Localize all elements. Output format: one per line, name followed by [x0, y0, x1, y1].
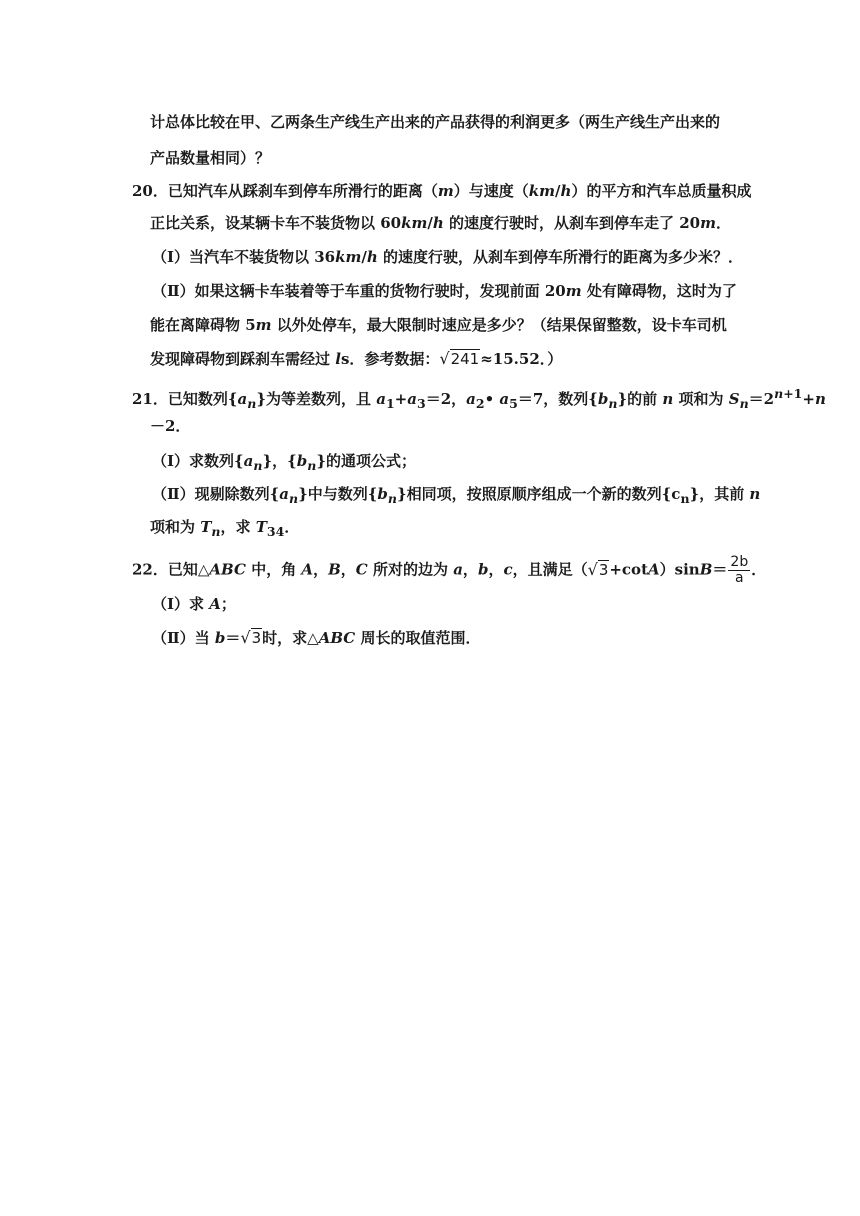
subquestion-21-1: （Ⅰ）求数列$\{a_n\}$，$\{b_n\}$的通项公式；: [152, 452, 417, 473]
subquestion-22-1: （Ⅰ）求 A；: [152, 595, 236, 613]
text-line: 正比关系，设某辆卡车不装货物以 60km/h 的速度行驶时，从刹车到停车走了 20m．: [150, 214, 731, 232]
subquestion-22-2: （Ⅱ）当 b＝√3时，求△ABC 周长的取值范围．: [152, 628, 481, 647]
text-line: 发现障碍物到踩刹车需经过 ls．参考数据：√241≈15.52．）: [150, 349, 563, 368]
question-22: 22．已知△ABC 中，角 A，B，C 所对的边为 a，b，c，且满足（√3+cotA）sinB＝ $\frac{2b}{a}$ ．: [132, 554, 767, 586]
question-21: 21．已知数列$\{a_n\}$为等差数列，且 $a_1+a_3=2$，$a_2•$ $a_5=7$，数列$\{b_n\}$的前 n 项和为 $S_n=2^{n+1}+n$: [132, 386, 826, 411]
fraction-2b-over-a: $\frac{2b}{a}$: [730, 554, 749, 586]
sqrt-3-b: √3: [240, 628, 262, 647]
sqrt-3: √3: [587, 559, 609, 579]
subquestion-20-1: （Ⅰ）当汽车不装货物以 36km/h 的速度行驶，从刹车到停车所滑行的距离为多少米？．: [152, 248, 744, 266]
subquestion-20-2: （Ⅱ）如果这辆卡车装着等于车重的货物行驶时，发现前面 20m 处有障碍物，这时为了: [152, 282, 737, 300]
question-20: 20．已知汽车从踩刹车到停车所滑行的距离（m）与速度（km/h）的平方和汽车总质量积成: [132, 182, 752, 200]
subquestion-21-2: （Ⅱ）现剔除数列$\{a_n\}$中与数列$\{b_n\}$相同项，按照原顺序组成一个新的数列$\{c_n\}$，其前 n: [152, 485, 761, 506]
text-line: 产品数量相同）？: [150, 149, 271, 167]
sqrt-241: √241: [439, 349, 480, 368]
text-line: 能在离障碍物 5m 以外处停车，最大限制时速应是多少？（结果保留整数，设卡车司机: [150, 316, 727, 334]
text-line: 项和为 $T_n$，求 $T_{34}$．: [150, 518, 300, 539]
text-line: 计总体比较在甲、乙两条生产线生产出来的产品获得的利润更多（两生产线生产出来的: [150, 113, 721, 131]
text-line: －2．: [150, 417, 191, 435]
